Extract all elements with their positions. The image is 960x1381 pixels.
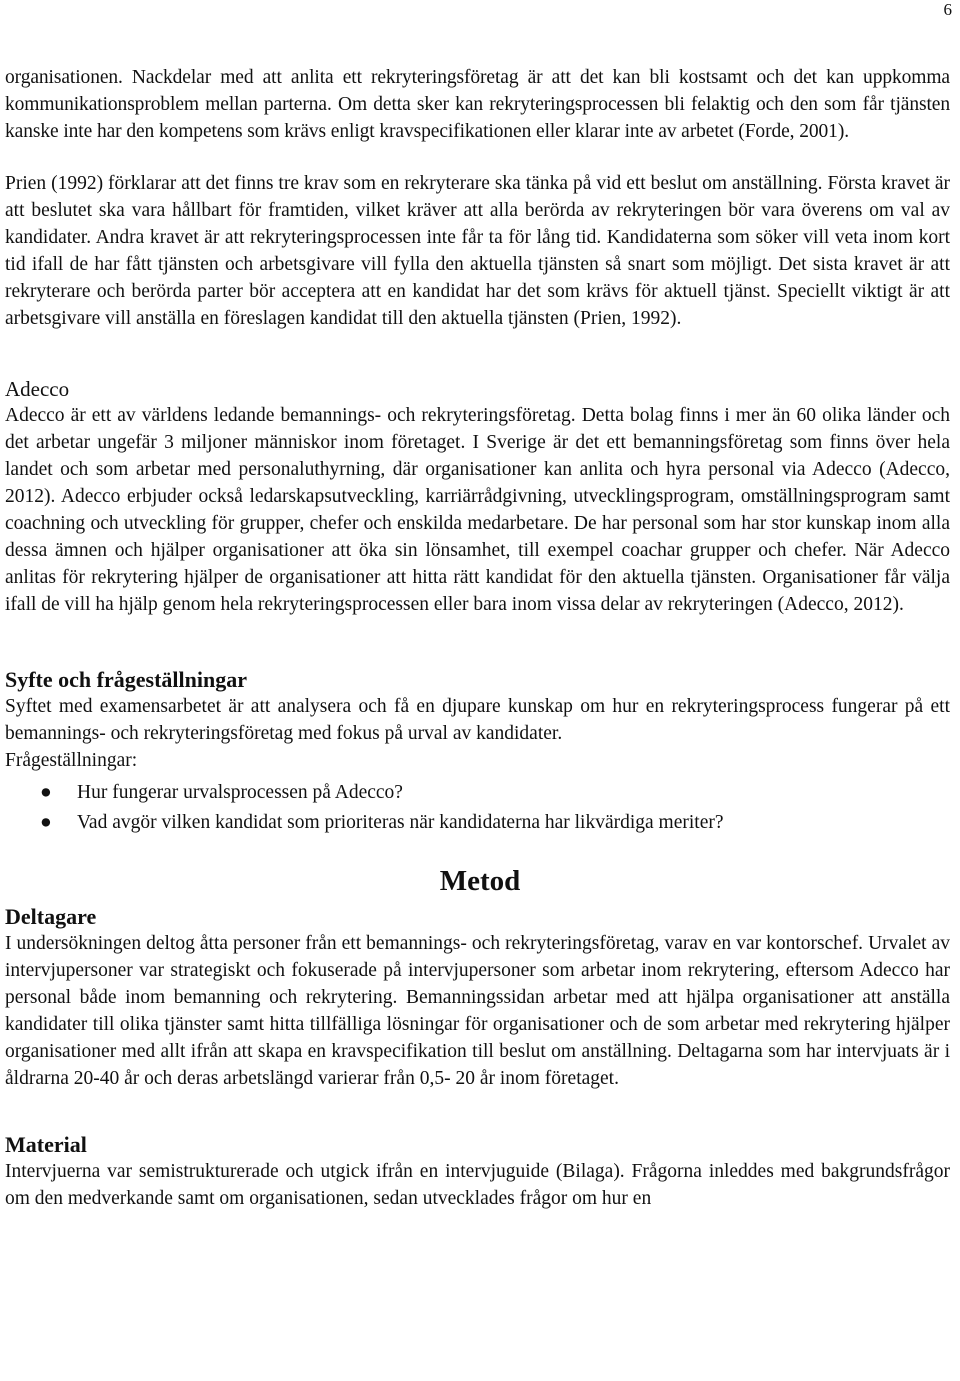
questions-label: Frågeställningar: bbox=[5, 750, 138, 771]
list-item bbox=[5, 778, 950, 808]
page-number: 6 bbox=[943, 0, 952, 19]
heading-material: Material bbox=[5, 1132, 87, 1157]
bullet-icon: ● bbox=[40, 782, 52, 803]
bullet-icon: ● bbox=[40, 812, 52, 833]
paragraph-deltagare: I undersökningen deltog åtta personer från ett bemannings- och rekryteringsföretag, varav en var kontorschef. Urvalet av intervjupersoner var strategiskt och fokuserade på intervjupersoner som arbetar inom rekrytering, eftersom Adecco har personal både inom bemanning och rekrytering. Bemanningssidan arbetar med att hjälpa organisationer att anställa kandidater till olika tjänster samt hitta tillfälliga lösningar för organisationer och de som arbetar med rekrytering hjälper organisationer med allt ifrån att skapa en kravspecifikation till beslut om anställning. Deltagarna som har intervjuats är i åldrarna 20-40 år och deras arbetslängd varierar från 0,5- 20 år inom företaget. bbox=[5, 933, 950, 1089]
question-text: Hur fungerar urvalsprocessen på Adecco? bbox=[77, 782, 403, 803]
paragraph-intro: organisationen. Nackdelar med att anlita ett rekryteringsföretag är att det kan bli kostsamt och det kan uppkomma kommunikationsproblem mellan parterna. Om detta sker kan rekryteringsprocessen bli felaktig och den som får tjänsten kanske inte har den kompetens som krävs enligt kravspecifikationen eller klarar inte av arbetet (Forde, 2001). bbox=[5, 67, 950, 142]
document-body bbox=[5, 64, 950, 1212]
paragraph-syfte: Syftet med examensarbetet är att analysera och få en djupare kunskap om hur en rekryteringsprocess fungerar på ett bemannings- och rekryteringsföretag med fokus på urval av kandidater. bbox=[5, 696, 950, 744]
heading-adecco: Adecco bbox=[5, 377, 70, 401]
heading-metod: Metod bbox=[439, 865, 521, 897]
question-list bbox=[5, 778, 950, 838]
paragraph-material: Intervjuerna var semistrukturerade och utgick ifrån en intervjuguide (Bilaga). Frågorna inleddes med bakgrundsfrågor om den medverkande samt om organisationen, sedan utvecklades frågor om hur en bbox=[5, 1161, 950, 1209]
paragraph-prien: Prien (1992) förklarar att det finns tre krav som en rekryterare ska tänka på vid ett beslut om anställning. Första kravet är att beslutet ska vara hållbart för framtiden, vilket kräver att alla berörda av rekryteringen bör vara överens om val av kandidater. Andra kravet är att rekryteringsprocessen inte får ta för lång tid. Kandidaterna som söker vill veta inom kort tid ifall de har fått tjänsten och arbetsgivare vill fylla den aktuella tjänsten så snart som möjligt. Det sista kravet är att rekryterare och berörda parter bör acceptera att en kandidat har det som krävs för aktuell tjänst. Speciellt viktigt är att arbetsgivare vill anställa en föreslagen kandidat till den aktuella tjänsten (Prien, 1992). bbox=[5, 173, 950, 329]
heading-syfte: Syfte och frågeställningar bbox=[5, 667, 247, 692]
question-text: Vad avgör vilken kandidat som prioriteras när kandidaterna har likvärdiga meriter? bbox=[77, 812, 724, 833]
list-item bbox=[5, 808, 950, 838]
heading-deltagare: Deltagare bbox=[5, 904, 97, 929]
paragraph-adecco: Adecco är ett av världens ledande bemannings- och rekryteringsföretag. Detta bolag finns i mer än 60 olika länder och det arbetar ungefär 3 miljoner människor inom företaget. I Sverige är det ett bemanningsföretag som finns över hela landet och som arbetar med personaluthyrning, där organisationer kan anlita och hyra personal via Adecco (Adecco, 2012). Adecco erbjuder också ledarskapsutveckling, karriärrådgivning, utvecklingsprogram, omställningsprogram samt coachning och utveckling för grupper, chefer och enskilda medarbetare. De har personal som har stor kunskap inom alla dessa ämnen och hjälper organisationer att öka sin lönsamhet, till exempel coachar grupper och chefer. När Adecco anlitas för rekrytering hjälper de organisationer att hitta rätt kandidat för den aktuella tjänsten. Organisationer får välja ifall de vill ha hjälp genom hela rekryteringsprocessen eller bara inom vissa delar av rekryteringen (Adecco, 2012). bbox=[5, 405, 950, 615]
